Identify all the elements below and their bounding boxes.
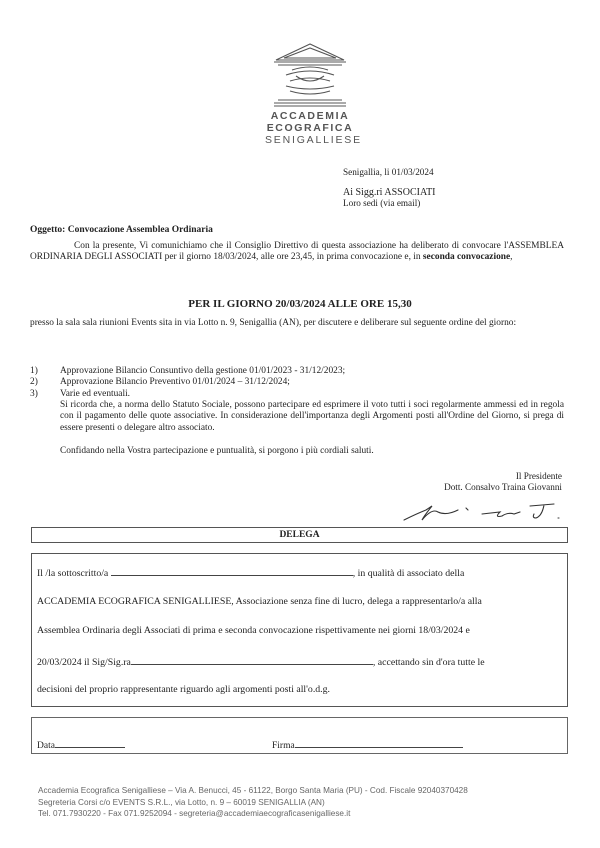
logo-line-2: ECOGRAFICA (266, 122, 354, 134)
signature-role: Il Presidente (515, 471, 562, 481)
logo-line-3: SENIGALLIESE (265, 134, 362, 146)
form-line-1: Il /la sottoscritto/a , in qualità di associato della (37, 568, 465, 579)
recipient-block (343, 187, 436, 209)
date-field[interactable] (55, 738, 125, 748)
delega-form (31, 553, 568, 707)
form-line-4: 20/03/2024 il Sig/Sig.ra , accettando sin d'ora tutte le (37, 657, 485, 668)
footer-secretariat: Segreteria Corsi c/o EVENTS S.R.L., via Lotto, n. 9 – 60019 SENIGALLIA (AN) (38, 797, 325, 807)
signature-name: Dott. Consalvo Traina Giovanni (444, 482, 562, 492)
footer (38, 785, 578, 820)
agenda-item: 3) Varie ed eventuali. (30, 388, 131, 399)
date-label: Data (37, 741, 55, 751)
date-signature-box (31, 717, 568, 754)
meeting-headline: PER IL GIORNO 20/03/2024 ALLE ORE 15,30 (188, 298, 412, 310)
logo (265, 40, 362, 146)
agenda-list (30, 366, 564, 400)
intro-text: Con la presente, Vi comunichiamo che il Consiglio Direttivo di questa associazione ha deliberato di convocare l'ASSEMBLEA ORDINARIA DEGLI ASSOCIATI per il giorno 18/03/2024, alle ore 23,45, in prima convocazione e, in (30, 241, 564, 263)
signature-field[interactable] (295, 738, 463, 748)
statute-note: Si ricorda che, a norma dello Statuto Sociale, possono partecipare ed esprimere il voto tutti i soci regolarmente ammessi ed in regola con il pagamento delle quote associative. In considerazione dell'importanza degli Argomenti posti all'Ordine del Giorno, si prega di essere presenti o delegare altro associato. (60, 400, 564, 433)
logo-line-1: ACCADEMIA (270, 110, 350, 122)
signature-block (444, 471, 562, 493)
intro-bold: seconda convocazione (422, 252, 511, 263)
footer-address: Accademia Ecografica Senigalliese – Via A. Benucci, 45 - 61122, Borgo Santa Maria (PU) - Cod. Fiscale 92040370428 (38, 786, 468, 795)
recipient-line-1: Ai Sigg.ri ASSOCIATI (343, 187, 436, 198)
form-line-2: ACCADEMIA ECOGRAFICA SENIGALLIESE, Associazione senza fine di lucro, delega a rappresentarlo/a alla (37, 596, 482, 607)
subject: Oggetto: Convocazione Assemblea Ordinaria (30, 225, 213, 235)
form-line-5: decisioni del proprio rappresentante riguardo agli argomenti posti all'o.d.g. (37, 684, 330, 695)
signature-label: Firma (272, 741, 295, 751)
date-field-group (37, 738, 125, 751)
logo-text (265, 110, 362, 146)
handwritten-signature-icon (402, 500, 567, 529)
signature-field-group (272, 738, 463, 751)
recipient-line-2: Loro sedi (via email) (343, 198, 421, 208)
footer-contacts: Tel. 071.7930220 - Fax 071.9252094 - segreteria@accademiaecograficasenigalliese.it (38, 809, 351, 818)
intro-paragraph: Con la presente, Vi comunichiamo che il Consiglio Direttivo di questa associazione ha deliberato di convocare l'ASSEMBLEA ORDINARIA DEGLI ASSOCIATI per il giorno 18/03/2024, alle ore 23,45, in prima convocazione e, in seconda convocazione, (30, 241, 564, 263)
delega-title: DELEGA (31, 527, 568, 543)
closing-line: Confidando nella Vostra partecipazione e puntualità, si porgono i più cordiali saluti. (60, 446, 374, 456)
delegate-name-field[interactable] (131, 655, 373, 665)
venue-paragraph: presso la sala sala riunioni Events sita in via Lotto n. 9, Senigallia (AN), per discutere e deliberare sul seguente ordine del giorno: (30, 318, 517, 328)
agenda-item: 1) Approvazione Bilancio Consuntivo della gestione 01/01/2023 - 31/12/2023; (30, 366, 346, 376)
signer-name-field[interactable] (111, 566, 353, 576)
place-date: Senigallia, li 01/03/2024 (343, 167, 434, 177)
agenda-item: 2) Approvazione Bilancio Preventivo 01/01/2024 – 31/12/2024; (30, 377, 290, 388)
form-line-3: Assemblea Ordinaria degli Associati di prima e seconda convocazione rispettivamente nei giorni 18/03/2024 e (37, 625, 470, 636)
temple-logo-icon (270, 40, 350, 110)
